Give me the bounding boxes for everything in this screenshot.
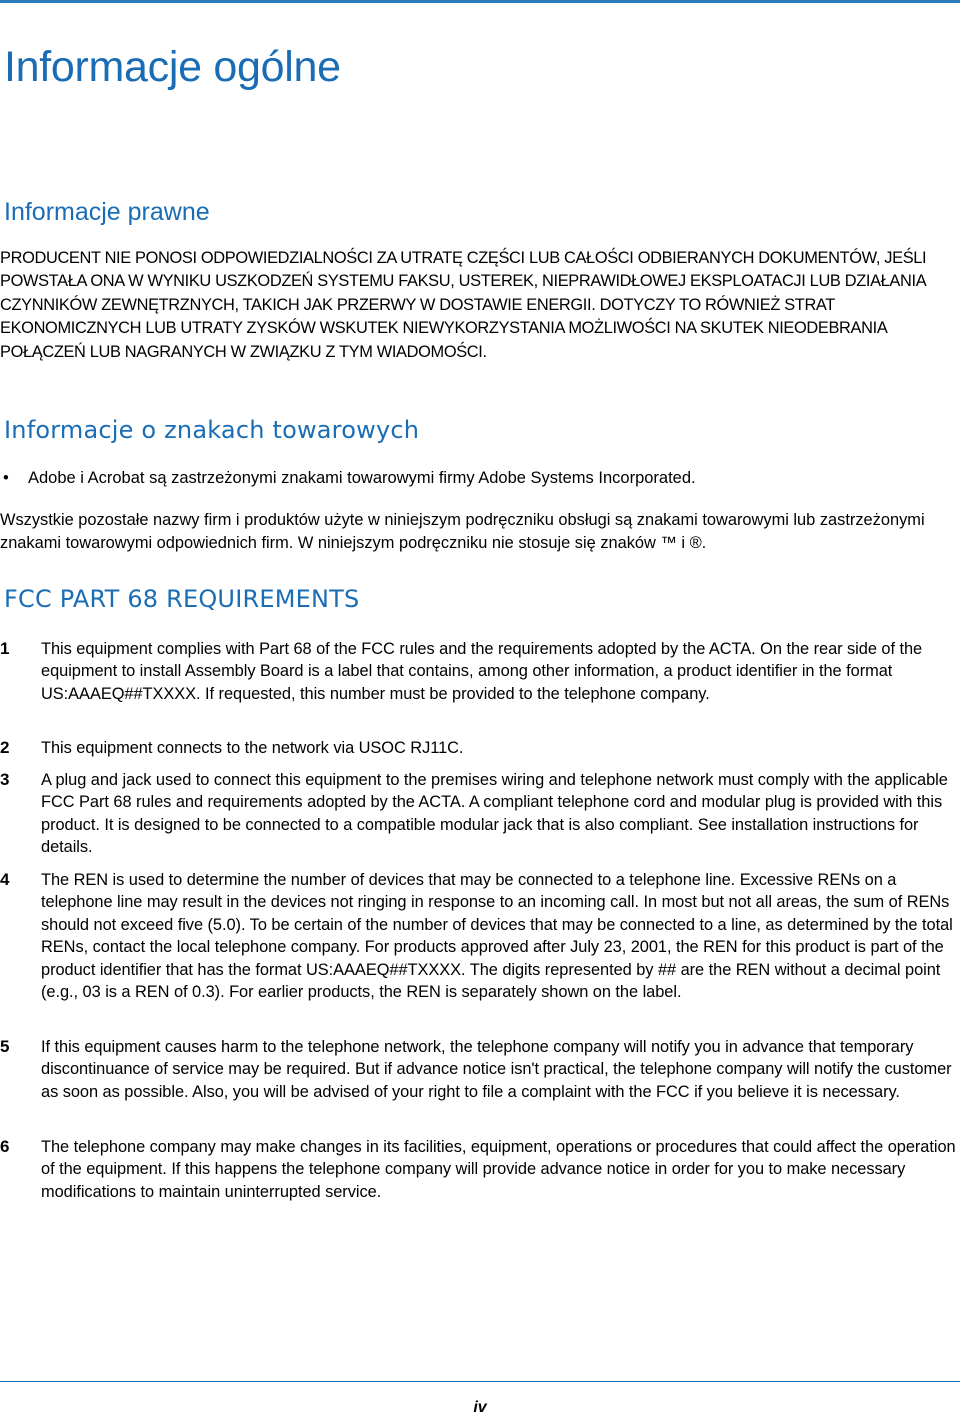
fcc-item-number: 5	[0, 1037, 10, 1056]
footer-rule	[0, 1381, 960, 1382]
fcc-item-number: 1	[0, 639, 10, 658]
fcc-item-number: 2	[0, 738, 10, 757]
trademarks-heading: Informacje o znakach towarowych	[4, 416, 420, 444]
legal-heading: Informacje prawne	[4, 198, 210, 226]
top-rule	[0, 0, 960, 3]
fcc-item-text: This equipment complies with Part 68 of the FCC rules and the requirements adopted by the ACTA. On the rear side of the equipment to install Assembly Board is a label that contains, among other information, a product identifier in the format US:AAAEQ##TXXXX. If requested, this number must be provided to the telephone company.	[41, 640, 923, 703]
fcc-item-text: The REN is used to determine the number of devices that may be connected to a telephone line. Excessive RENs on a telephone line may result in the devices not ringing in response to an incoming call. In most but not all areas, the sum of RENs should not exceed five (5.0). To be certain of the number of devices that may be connected to a line, as determined by the total RENs, contact the local telephone company. For products approved after July 23, 2001, the REN for this product is part of the product identifier that has the format US:AAAEQ##TXXXX. The digits represented by ## are the REN without a decimal point (e.g., 03 is a REN of 0.3). For earlier products, the REN is separately shown on the label.	[41, 871, 953, 1002]
fcc-heading: FCC PART 68 REQUIREMENTS	[4, 585, 360, 613]
page-number: iv	[473, 1399, 487, 1416]
fcc-item-text: The telephone company may make changes in its facilities, equipment, operations or procedures that could affect the operation of the equipment. If this happens the telephone company will provide advance notice in order for you to make necessary modifications to maintain uninterrupted service.	[41, 1138, 956, 1201]
trademarks-paragraph: Wszystkie pozostałe nazwy firm i produktów użyte w niniejszym podręczniku obsługi są znakami towarowymi lub zastrzeżonymi znakami towarowymi odpowiednich firm. W niniejszym podręczniku nie stosuje się znaków ™ i ®.	[0, 511, 925, 552]
legal-disclaimer-text: PRODUCENT NIE PONOSI ODPOWIEDZIALNOŚCI ZA UTRATĘ CZĘŚCI LUB CAŁOŚCI ODBIERANYCH DOKUMENTÓW, JEŚLI POWSTAŁA ONA W WYNIKU USZKODZEŃ SYSTEMU FAKSU, USTEREK, NIEPRAWIDŁOWEJ EKSPLOATACJI LUB DZIAŁANIA CZYNNIKÓW ZEWNĘTRZNYCH, TAKICH JAK PRZERWY W DOSTAWIE ENERGII. DOTYCZY TO RÓWNIEŻ STRAT EKONOMICZNYCH LUB UTRATY ZYSKÓW WSKUTEK NIEWYKORZYSTANIA MOŻLIWOŚCI NA SKUTEK NIEODEBRANIA POŁĄCZEŃ LUB NAGRANYCH W ZWIĄZKU Z TYM WIADOMOŚCI.	[0, 249, 927, 361]
bullet-icon: •	[3, 469, 9, 487]
fcc-item-number: 6	[0, 1137, 10, 1156]
fcc-item-number: 4	[0, 870, 10, 889]
fcc-item-text: This equipment connects to the network via USOC RJ11C.	[41, 739, 464, 757]
page-title: Informacje ogólne	[4, 43, 341, 91]
trademark-bullet-text: Adobe i Acrobat są zastrzeżonymi znakami towarowymi firmy Adobe Systems Incorporated.	[28, 469, 696, 487]
fcc-item-text: A plug and jack used to connect this equipment to the premises wiring and telephone network must comply with the applicable FCC Part 68 rules and requirements adopted by the ACTA. A compliant telephone cord and modular plug is provided with this product. It is designed to be connected to a compatible modular jack that is also compliant. See installation instructions for details.	[41, 771, 948, 857]
fcc-item-text: If this equipment causes harm to the telephone network, the telephone company will notify you in advance that temporary discontinuance of service may be required. But if advance notice isn't practical, the telephone company will notify the customer as soon as possible. Also, you will be advised of your right to file a complaint with the FCC if you believe it is necessary.	[41, 1038, 952, 1101]
fcc-item-number: 3	[0, 770, 10, 789]
